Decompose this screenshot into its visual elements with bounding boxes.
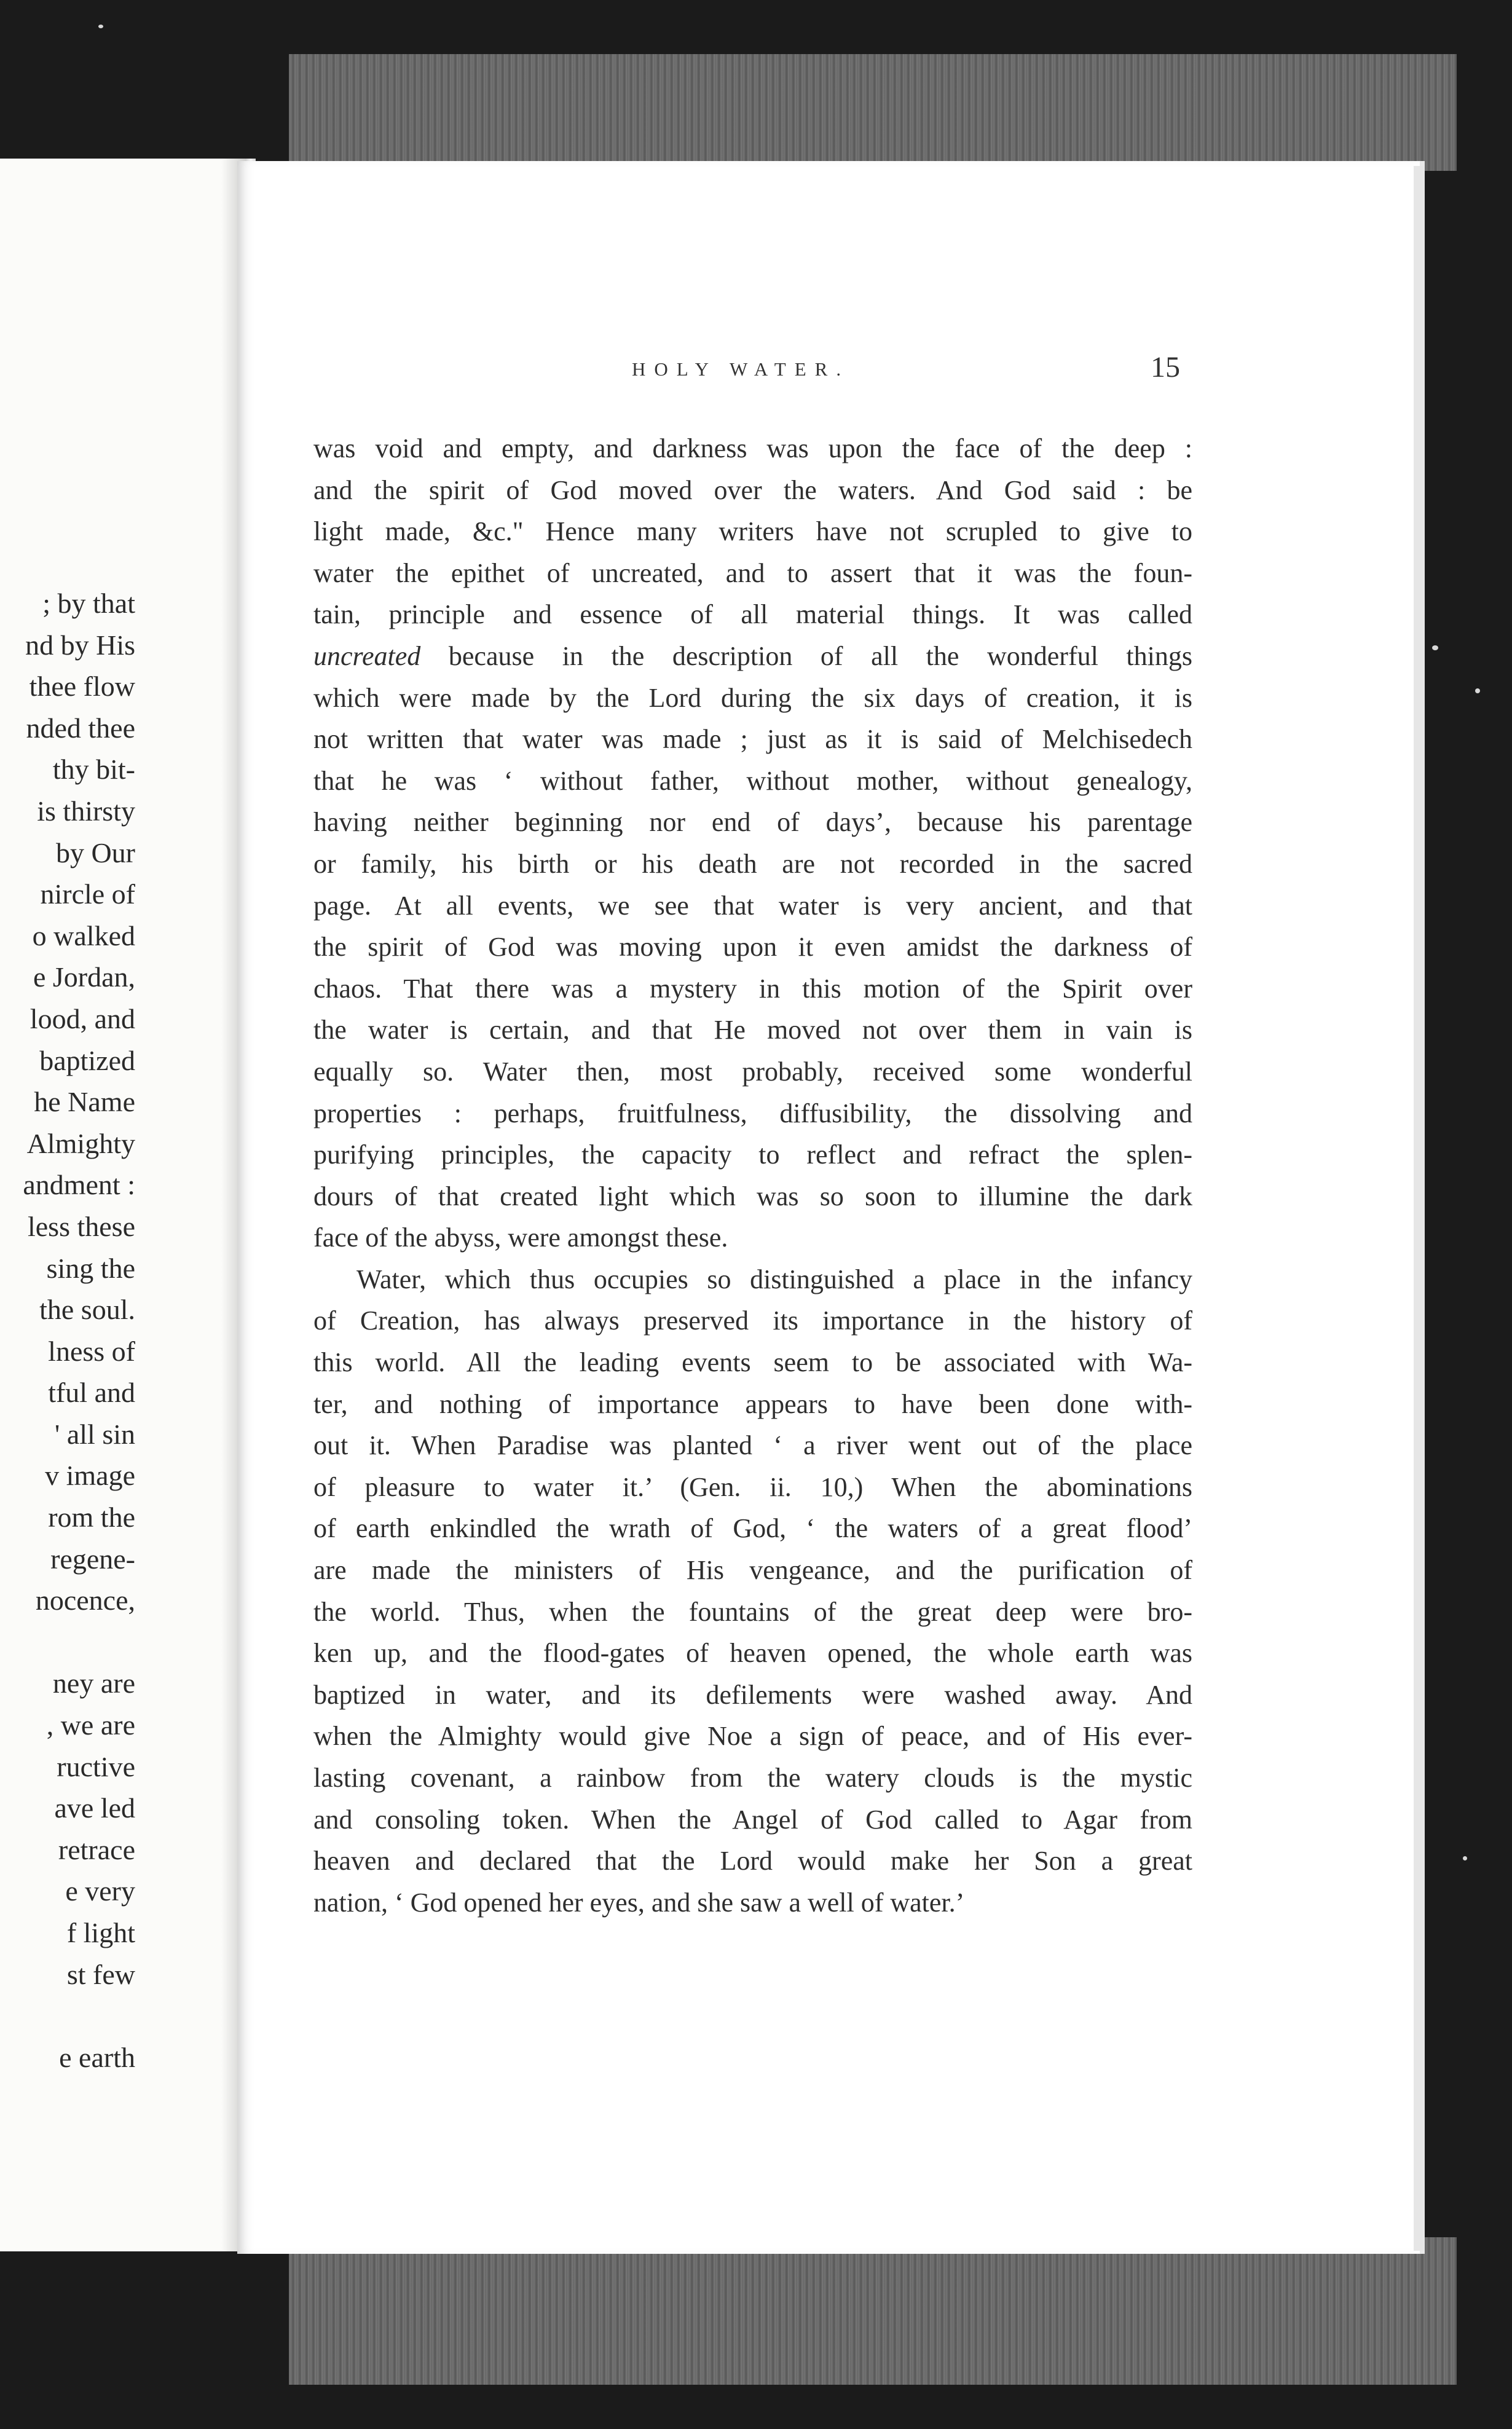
text-line: of earth enkindled the wrath of God, ‘ the waters of a great flood’ [313,1513,1192,1544]
left-page-line: ructive [57,1750,135,1782]
text-line: heaven and declared that the Lord would make her Son a great [313,1846,1192,1876]
left-page-line: thy bit- [52,754,135,785]
text-line: uncreated because in the description of all the wonderful things [313,640,1192,671]
left-page-line: e earth [59,2041,135,2073]
left-page-line: tful and [48,1377,135,1409]
left-page-line: nded thee [26,712,135,744]
left-page [0,159,246,2251]
left-page-line: he Name [34,1086,135,1118]
text-line: which were made by the Lord during the six days of creation, it is [313,682,1192,713]
text-line: purifying principles, the capacity to reflect and refract the splen- [313,1140,1192,1170]
left-page-line: e very [65,1875,135,1907]
left-page-line: the soul. [39,1294,135,1326]
dust-speck [1463,1856,1467,1860]
text-line: nation, ‘ God opened her eyes, and she saw a well of water.’ [313,1887,965,1918]
text-line: chaos. That there was a mystery in this motion of the Spirit over [313,973,1192,1004]
text-line: page. At all events, we see that water is very ancient, and that [313,890,1192,921]
text-line: was void and empty, and darkness was upon the face of the deep : [313,433,1192,463]
left-page-line: v image [45,1460,135,1492]
text-line: water the epithet of uncreated, and to assert that it was the foun- [313,557,1192,588]
text-line: or family, his birth or his death are not recorded in the sacred [313,848,1192,879]
text-line: the water is certain, and that He moved not over them in vain is [313,1015,1192,1045]
left-page-line: less these [27,1210,135,1242]
left-page-line: andment : [23,1169,135,1201]
text-line: not written that water was made ; just as it is said of Melchisedech [313,724,1192,755]
text-line: that he was ‘ without father, without mother, without genealogy, [313,765,1192,796]
left-page-line: baptized [39,1044,135,1076]
left-page-line: lness of [48,1335,135,1367]
page-edge [1414,166,1423,2251]
left-page-line: Almighty [26,1127,135,1159]
left-page-line: o walked [32,919,135,951]
text-line: dours of that created light which was so soon to illumine the dark [313,1181,1192,1211]
left-page-line [0,1995,135,2037]
text-line: having neither beginning nor end of days’, because his parentage [313,807,1192,838]
page-number: 15 [1151,351,1180,384]
left-page-line: is thirsty [37,795,135,827]
text-line: ter, and nothing of importance appears to have been done with- [313,1388,1192,1419]
left-page-line: ' all sin [55,1418,135,1450]
left-page-line [0,1621,135,1663]
text-line: face of the abyss, were amongst these. [313,1222,728,1253]
left-page-text [0,583,135,2078]
scanner-background-top [289,54,1457,171]
running-title: HOLY WATER. [632,358,850,380]
text-line: of Creation, has always preserved its importance in the history of [313,1305,1192,1336]
text-line: lasting covenant, a rainbow from the watery clouds is the mystic [313,1763,1192,1793]
left-page-line: lood, and [30,1002,135,1034]
text-line: are made the ministers of His vengeance, and the purification of [313,1555,1192,1586]
text-line: this world. All the leading events seem to be associated with Wa- [313,1347,1192,1378]
left-page-line: regene- [50,1543,135,1575]
dust-speck [1432,645,1438,650]
left-page-line: rom the [48,1502,135,1533]
body-text [313,428,1192,1923]
text-line: and consoling token. When the Angel of God called to Agar from [313,1804,1192,1835]
text-line: properties : perhaps, fruitfulness, diffusibility, the dissolving and [313,1098,1192,1128]
left-page-line: ney are [52,1667,135,1699]
left-page-line: nocence, [35,1585,135,1616]
dust-speck [1475,688,1480,693]
text-line: out it. When Paradise was planted ‘ a river went out of the place [313,1430,1192,1461]
left-page-line: retrace [58,1833,135,1865]
scanner-background-bottom [289,2237,1457,2385]
paragraph-1 [313,428,1192,1259]
left-page-line: st few [66,1958,135,1990]
left-page-line: ave led [54,1792,135,1824]
text-line: ken up, and the flood-gates of heaven opened, the whole earth was [313,1638,1192,1669]
text-line: the world. Thus, when the fountains of the great deep were bro- [313,1596,1192,1627]
text-line: equally so. Water then, most probably, received some wonderful [313,1056,1192,1087]
dust-speck [98,25,103,28]
left-page-line: nd by His [25,629,135,661]
left-page-line: ; by that [42,588,135,619]
left-page-line: thee flow [29,671,135,703]
left-page-line: sing the [46,1252,135,1284]
left-page-line: e Jordan, [33,961,135,993]
text-line: when the Almighty would give Noe a sign of peace, and of His ever- [313,1721,1192,1752]
text-line: and the spirit of God moved over the waters. And God said : be [313,474,1192,505]
left-page-line: f light [66,1917,135,1948]
paragraph-2 [313,1259,1192,1924]
text-line: the spirit of God was moving upon it even amidst the darkness of [313,932,1192,963]
text-line: baptized in water, and its defilements were washed away. And [313,1679,1192,1710]
text-line: of pleasure to water it.’ (Gen. ii. 10,) When the abominations [313,1471,1192,1502]
left-page-line: nircle of [40,878,135,910]
text-line: light made, &c." Hence many writers have not scrupled to give to [313,516,1192,547]
left-page-line: by Our [55,837,135,868]
left-page-line: , we are [46,1709,135,1741]
text-line: tain, principle and essence of all material things. It was called [313,599,1192,630]
text-line: Water, which thus occupies so distinguished a place in the infancy [356,1264,1192,1294]
